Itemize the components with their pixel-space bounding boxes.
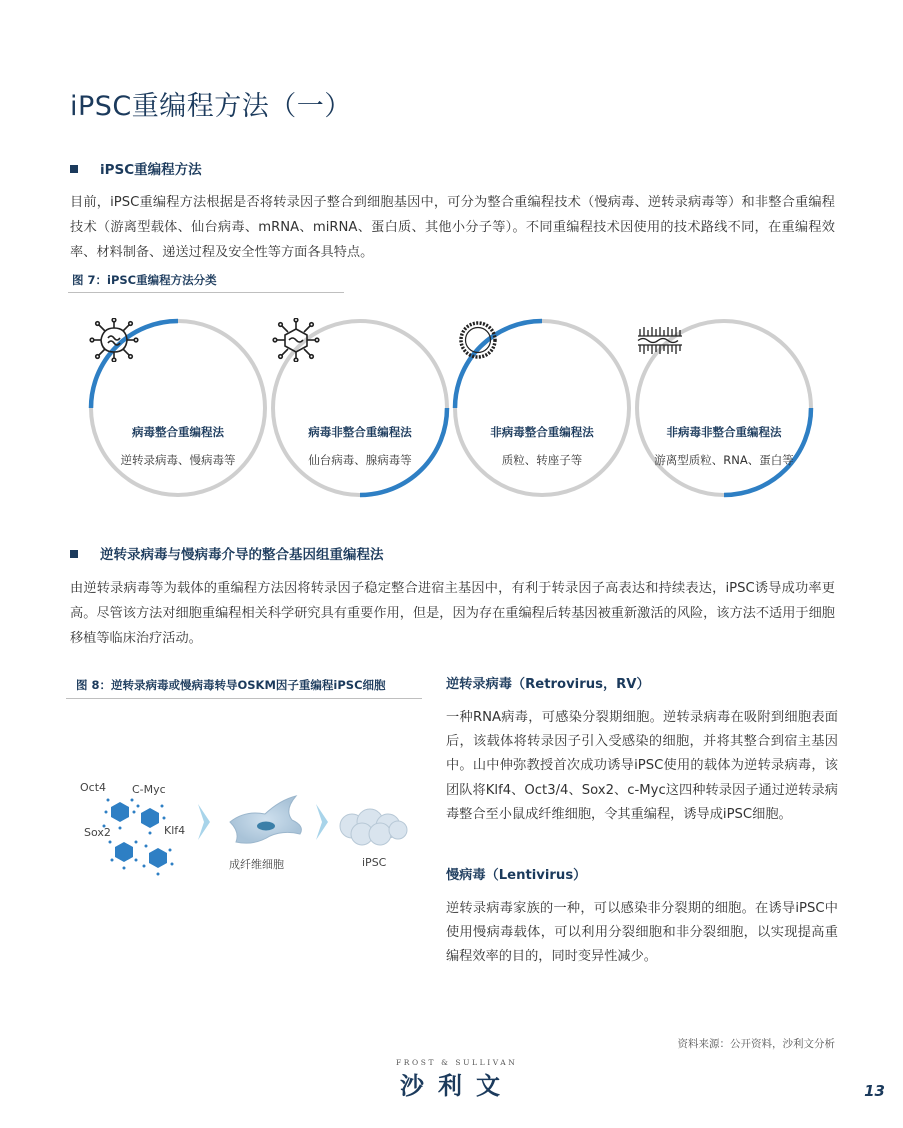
oskm-factors-graphic	[70, 770, 420, 890]
method-title: 非病毒整合重编程法	[490, 425, 594, 439]
factor-label-klf4: Klf4	[164, 824, 186, 837]
method-subtitle: 逆转录病毒、慢病毒等	[120, 453, 236, 467]
virus-capsid-icon	[270, 318, 322, 362]
bullet-square-icon	[70, 165, 78, 173]
fibroblast-label: 成纤维细胞	[229, 858, 284, 871]
lentivirus-paragraph: 逆转录病毒家族的一种，可以感染非分裂期的细胞。在诱导iPSC中使用慢病毒载体，可以利用分裂细胞和非分裂细胞，以实现提高重编程效率的目的，同时变异性减少。	[446, 901, 838, 965]
method-title: 非病毒非整合重编程法	[666, 425, 782, 439]
method-title: 病毒非整合重编程法	[308, 425, 412, 439]
method-subtitle: 质粒、转座子等	[501, 453, 583, 467]
factor-label-cmyc: C-Myc	[132, 783, 166, 796]
method-title: 病毒整合重编程法	[132, 425, 224, 439]
section-heading-ipsc-methods	[70, 158, 202, 178]
virus-icon	[88, 318, 140, 362]
figure7-caption: 图 7：iPSC重编程方法分类	[72, 273, 217, 287]
factor-label-oct4: Oct4	[80, 781, 107, 794]
logo-wordmark: FROST & SULLIVAN	[396, 1058, 518, 1067]
ipsc-label: iPSC	[362, 856, 387, 869]
method-circle-3	[452, 318, 632, 498]
lentivirus-heading: 慢病毒（Lentivirus）	[446, 868, 587, 883]
page-title: iPSC重编程方法（一）	[70, 91, 352, 122]
method-circle-1	[88, 318, 268, 498]
page-number: 13	[864, 1082, 885, 1100]
integration-paragraph: 由逆转录病毒等为载体的重编程方法因将转录因子稳定整合进宿主基因中，有利于转录因子高表达和持续表达，iPSC诱导成功率更高。尽管该方法对细胞重编程相关科学研究具有重要作用，但是，因为存在重编程后转基因被重新激活的风险，该方法不适用于细胞移植等临床治疗活动。	[70, 581, 835, 646]
figure8-caption: 图 8：逆转录病毒或慢病毒转导OSKM因子重编程iPSC细胞	[76, 678, 386, 692]
figure8-caption-rule	[66, 698, 422, 699]
intro-paragraph: 目前，iPSC重编程方法根据是否将转录因子整合到细胞基因中，可分为整合重编程技术（慢病毒、逆转录病毒等）和非整合重编程技术（游离型载体、仙台病毒、mRNA、miRNA、蛋白质、其他小分子等）。不同重编程技术因使用的技术路线不同，在重编程效率、材料制备、递送过程及安全性等方面各具特点。	[70, 195, 835, 260]
plasmid-ring-icon	[452, 318, 504, 362]
source-note: 资料来源：公开资料，沙利文分析	[677, 1038, 835, 1050]
bullet-square-icon	[70, 550, 78, 558]
method-subtitle: 游离型质粒、RNA、蛋白等	[654, 453, 794, 467]
section-heading-integration	[70, 543, 384, 563]
retrovirus-paragraph: 一种RNA病毒，可感染分裂期细胞。逆转录病毒在吸附到细胞表面后，该载体将转录因子引入受感染的细胞，并将其整合到宿主基因中。山中伸弥教授首次成功诱导iPSC使用的载体为逆转录病毒，该团队将Klf4、Oct3/4、Sox2、c-Myc这四种转录因子通过逆转录病毒整合至小鼠成纤维细胞，令其重编程，诱导成iPSC细胞。	[446, 710, 838, 822]
logo-chinese: 沙利文	[400, 1072, 514, 1100]
factor-label-sox2: Sox2	[84, 826, 111, 839]
method-circle-4	[634, 318, 814, 498]
figure8-diagram	[70, 770, 420, 890]
section-heading-text: iPSC重编程方法	[100, 162, 202, 178]
rna-strand-icon	[634, 318, 686, 362]
figure7-caption-rule	[68, 292, 344, 293]
section-heading-text: 逆转录病毒与慢病毒介导的整合基因组重编程法	[100, 547, 384, 563]
retrovirus-heading: 逆转录病毒（Retrovirus，RV）	[446, 677, 650, 692]
method-circle-2	[270, 318, 450, 498]
method-subtitle: 仙台病毒、腺病毒等	[308, 453, 412, 467]
